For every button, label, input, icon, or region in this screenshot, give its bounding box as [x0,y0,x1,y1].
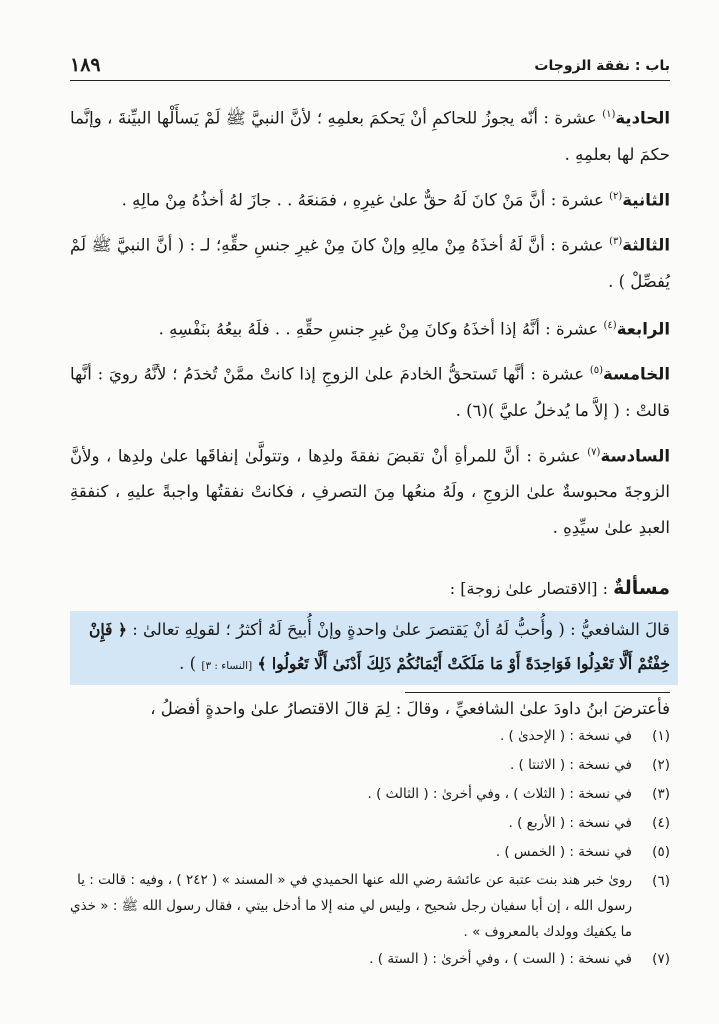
issue-section [70,572,670,727]
footnote-ref[interactable]: (٧) [587,446,601,458]
footnote-item [70,751,670,780]
paragraph-label: السادسة [600,446,670,465]
paragraph-text: عشرة : أنَّ لَهُ أخذَهُ مِنْ مالِهِ وإنْ كانَ مِنْ غيرِ جنسِ حقِّهِ؛ لـ : ( أنَّ النبيَّ ﷺ لَمْ يُفصِّلْ ) . [70,235,670,291]
footnote-ref[interactable]: (٥) [589,365,604,376]
paragraph-text: عشرة : أنَّها تَستحقُّ الخادمَ علىٰ الزوجِ إذا كانتْ ممَّنْ تُخدَمُ ؛ لأنَّهُ رويَ : أنَّها قالتْ : ( إلاَّ ما يُدخلُ عليَّ )(٦) . [70,364,670,420]
paragraph-label: الخامسة [603,364,670,384]
quran-reference: [النساء : ٣] [201,660,253,672]
footnote-number: (١) [652,728,670,744]
footnote-item [70,867,670,945]
chapter-title: باب : نفقة الزوجات [534,58,670,74]
paragraph-15 [70,353,670,429]
paragraph-label: الرابعة [616,319,670,338]
footnote-item [70,838,670,867]
book-page [70,52,670,1002]
paragraph-text: عشرة : أنّه يجوزُ للحاكمِ أنْ يَحكمَ بعلمِهِ ؛ لأنَّ النبيَّ ﷺ لَمْ يَسأَلْها البيِّنةَ ، وإنَّما حكمَ لها بعلمِهِ . [70,108,670,164]
footnote-text: في نسخة : ( الإحدىٰ ) . [499,728,632,744]
page-header [70,52,670,81]
footnote-text: في نسخة : ( الأربع ) . [508,815,632,831]
footnote-number: (٣) [652,786,670,802]
paragraph-13 [70,224,670,300]
footnote-item [70,722,670,751]
footnote-ref[interactable]: (٢) [609,190,623,202]
footnote-text: في نسخة : ( الاثنتا ) . [509,757,632,773]
footnotes [70,722,670,974]
shafii-quote: قالَ الشافعيُّ : ( وأُحبُّ لَهُ أنْ يَقتصرَ علىٰ واحدةٍ وإنْ أُبيحَ لَهُ أكثرُ ؛ لقولِهِ تعالىٰ : [132,620,670,639]
highlighted-quote[interactable] [70,611,678,685]
footnote-number: (٦) [652,873,670,889]
paragraph-text: عشرة : أنَّ مَنْ كانَ لَهُ حقٌّ علىٰ غيرِهِ ، فمَنعَهُ . . جازَ لهُ أخذُهُ مِنْ مالِهِ . [121,190,610,209]
footnote-item [70,945,670,974]
footnote-number: (٢) [652,757,670,773]
footnote-ref[interactable]: (٤) [603,319,617,331]
footnote-text: رویٰ خبر هند بنت عتبة عن عائشة رضي الله عنها الحميدي في « المسند » ( ٢٤٢ ) ، وفيه : قالت : يا رسول الله ، إن أبا سفيان رجل شحيح ، وليس لي منه إلا ما أدخل بيتي ، فقال رسول الله ﷺ : « خذي ما يكفيك وولدك بالمعروف » . [70,872,632,940]
footnote-ref[interactable]: (٣) [609,236,623,247]
quote-close: ) . [179,654,197,673]
footnote-item [70,809,670,838]
main-text [70,97,670,546]
paragraph-text: عشرة : أنَّ للمرأةِ أنْ تقبضَ نفقةَ ولدِها ، وتتولَّىٰ إنفاقَها علىٰ ولدِها ، ولأنَّ الزوجةَ محبوسةٌ علىٰ الزوجِ ، ولَهُ منعُها مِنَ التصرفِ ، فكانتْ نفقتُها واجبةً عليهِ ، كنفقةِ العبدِ علىٰ سيِّدِهِ . [70,446,670,537]
paragraph-label: الثانية [622,190,670,209]
footnote-number: (٥) [652,844,670,860]
footnote-text: في نسخة : ( الثلاث ) ، وفي أخرىٰ : ( الثالث ) . [367,786,632,802]
paragraph-label: الحادية [615,108,670,128]
page-number: ١٨٩ [70,54,101,76]
footnote-number: (٧) [652,951,670,967]
paragraph-12 [70,179,670,219]
paragraph-label: الثالثة [622,235,670,255]
paragraph-11 [70,97,670,173]
footnote-separator [405,692,670,693]
quran-verse: ﴿ فَإِنْ خِفْتُمْ أَلَّا تَعْدِلُوا فَوَاحِدَةً أَوْ مَا مَلَكَتْ أَيْمَانُكُمْ ذَلِكَ أَدْنَىٰ أَلَّا تَعُولُوا ﴾ [88,620,670,673]
footnote-ref[interactable]: (١) [602,109,616,120]
issue-continuation: فأعترضَ ابنُ داودَ علىٰ الشافعيِّ ، وقالَ : لِمَ قالَ الاقتصارُ علىٰ واحدةٍ أفضلُ ، [150,699,670,718]
footnote-number: (٤) [652,815,670,831]
paragraph-text: عشرة : أنَّهُ إذا أخذَهُ وكانَ مِنْ غيرِ جنسِ حقِّهِ . . فلَهُ بيعُهُ بنَفْسِهِ . [158,319,604,338]
footnote-text: في نسخة : ( الست ) ، وفي أخرىٰ : ( الستة ) . [369,951,632,967]
issue-subtitle: : [الاقتصار علىٰ زوجة] : [449,579,609,598]
footnote-item [70,780,670,809]
issue-title: مسألةٌ [613,577,670,599]
footnote-text: في نسخة : ( الخمس ) . [495,844,632,860]
paragraph-16 [70,435,670,547]
issue-heading [70,572,670,605]
paragraph-14 [70,308,670,348]
